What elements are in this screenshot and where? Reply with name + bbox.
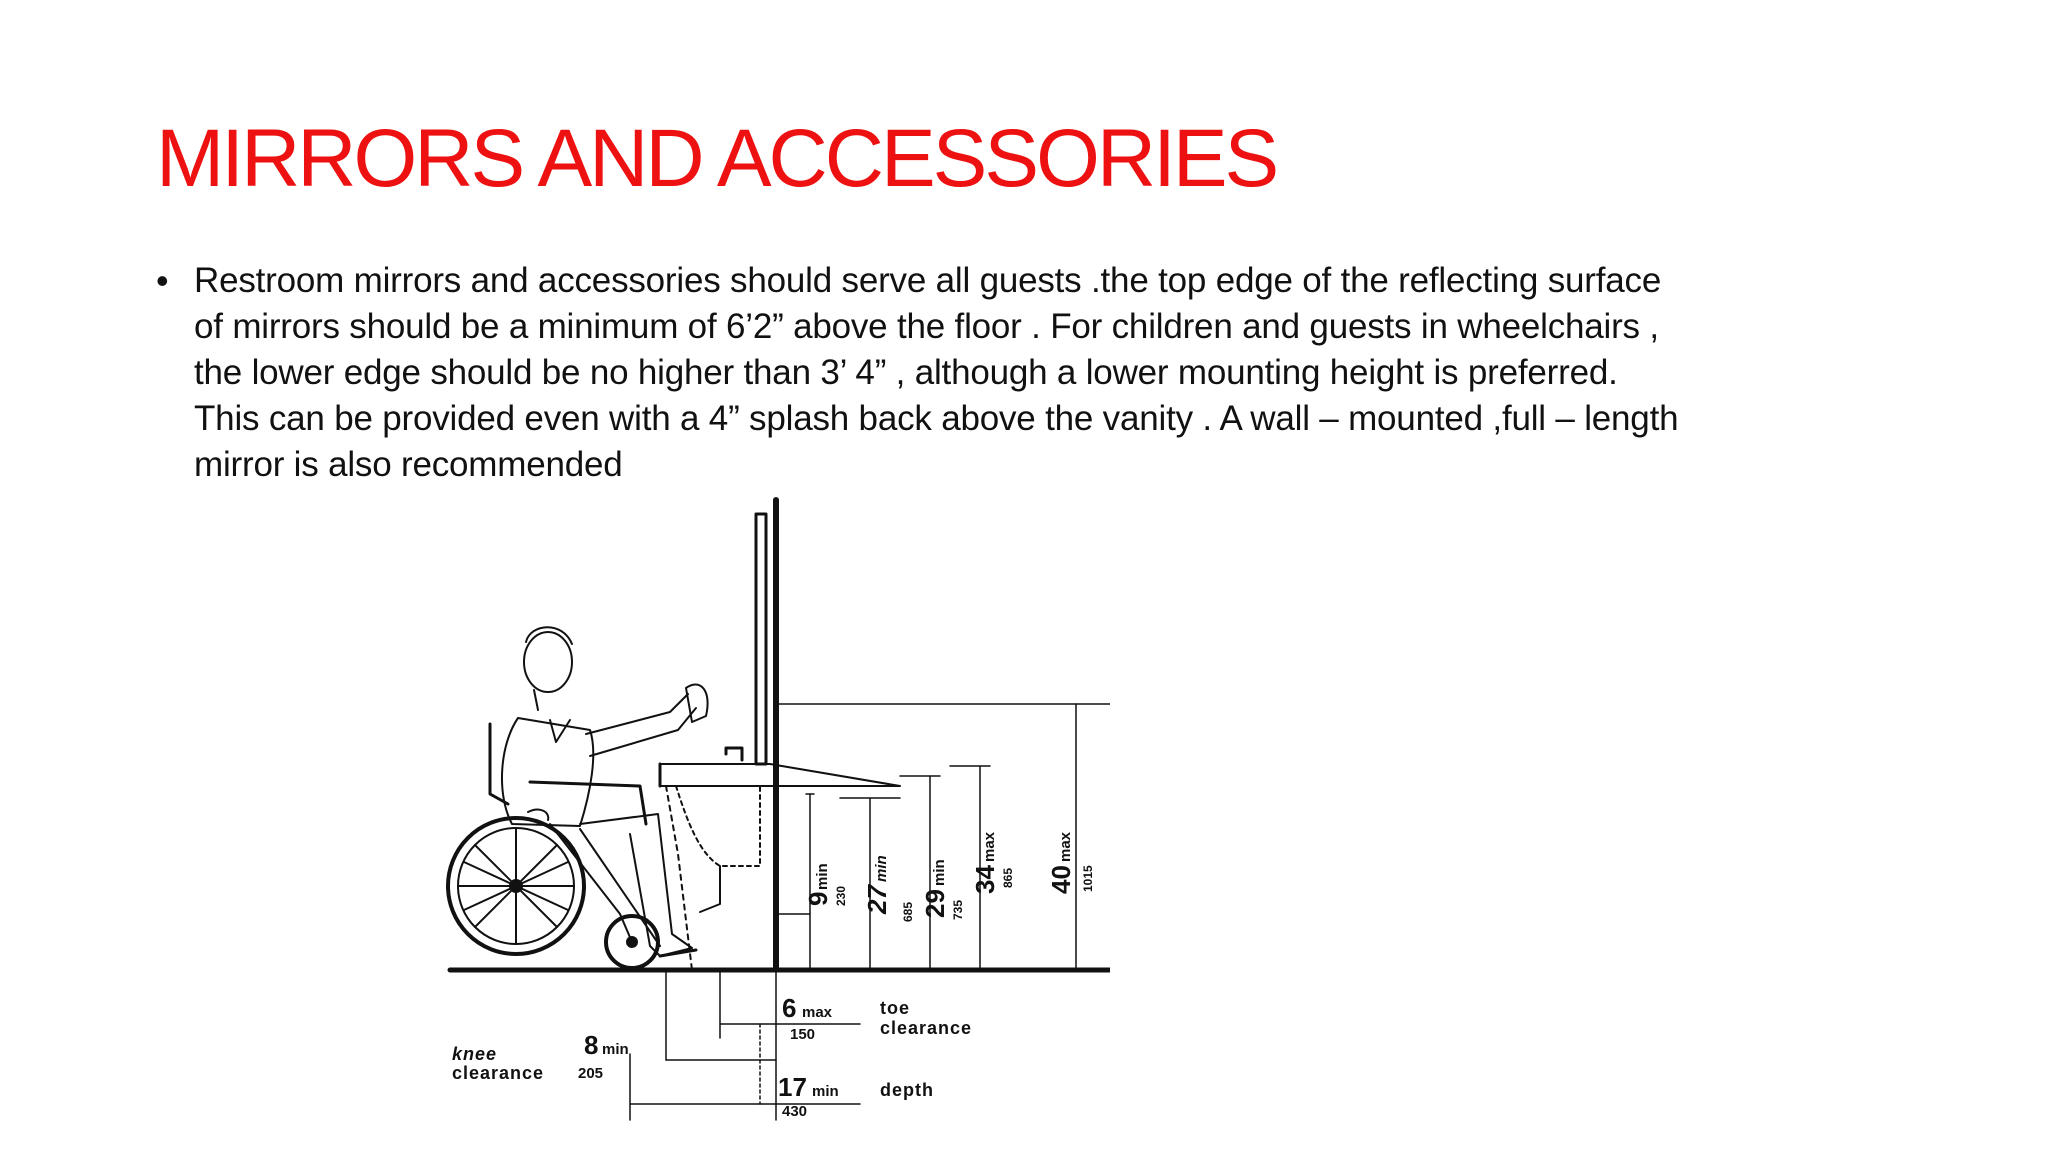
- depth-metric: 430: [782, 1103, 808, 1120]
- bullet-text-line: This can be provided even with a 4” splash back above the vanity . A wall – mounted ,full – length: [194, 399, 1679, 438]
- person-head: [524, 632, 572, 692]
- dim-34: [970, 831, 1015, 894]
- bullet-text-line: Restroom mirrors and accessories should serve all guests .the top edge of the reflecting surface: [194, 261, 1662, 300]
- person-torso: [502, 718, 593, 826]
- apron-outline: [666, 786, 692, 970]
- bullet-text-line: of mirrors should be a minimum of 6’2” above the floor . For children and guests in wheelchairs ,: [194, 307, 1659, 346]
- toe-qualifier: max: [802, 1004, 833, 1021]
- dim-9-value: 9: [803, 891, 833, 906]
- toe-label-2: clearance: [880, 1018, 973, 1038]
- bullet-text-line: mirror is also recommended: [194, 445, 623, 484]
- wheelchair-frame: [550, 824, 632, 942]
- bullet-list: [156, 258, 1996, 488]
- wheelchair-footrest: [580, 829, 660, 946]
- knee-label-2: clearance: [452, 1063, 545, 1083]
- toe-metric: 150: [790, 1026, 816, 1043]
- depth-dim: [778, 1072, 934, 1120]
- depth-value: 17: [778, 1072, 807, 1102]
- dim-27-qualifier: min: [873, 855, 890, 882]
- wheel-hub: [510, 880, 522, 892]
- dim-9-metric: 230: [834, 885, 848, 906]
- knee-value: 8: [584, 1030, 599, 1060]
- depth-qualifier: min: [812, 1083, 839, 1100]
- dim-29-metric: 735: [951, 899, 965, 920]
- slide-title: MIRRORS AND ACCESSORIES: [156, 113, 1277, 204]
- person-arm-lower: [590, 708, 696, 756]
- knee-clearance-dim: [452, 1030, 629, 1083]
- dim-27-metric: 685: [901, 901, 915, 922]
- dim-29-value: 29: [920, 889, 950, 918]
- vanity-counter: [660, 764, 900, 786]
- knee-metric: 205: [578, 1065, 604, 1082]
- depth-label: depth: [880, 1080, 934, 1100]
- diagram-svg: [430, 494, 1110, 1126]
- person-arm-upper: [586, 694, 688, 734]
- dim-40: [1046, 831, 1095, 894]
- toe-value: 6: [782, 993, 797, 1023]
- bullet-dot: •: [156, 260, 169, 301]
- toe-clearance-dim: [782, 993, 972, 1043]
- dim-27-value: 27: [862, 885, 892, 914]
- wheelchair-vanity-diagram: [430, 494, 1110, 1126]
- dim-34-qualifier: max: [981, 831, 998, 862]
- dim-29: [920, 859, 965, 920]
- dim-9-qualifier: min: [814, 863, 831, 890]
- wheelchair-backrest: [490, 724, 508, 804]
- dim-40-value: 40: [1046, 865, 1076, 894]
- dim-40-metric: 1015: [1081, 865, 1095, 892]
- mirror: [756, 514, 766, 764]
- drain-pipe: [700, 866, 720, 912]
- knee-label-1: knee: [452, 1044, 498, 1064]
- dim-29-qualifier: min: [931, 859, 948, 886]
- dim-34-metric: 865: [1001, 867, 1015, 888]
- bullet-item: [156, 258, 1996, 488]
- dim-40-qualifier: max: [1057, 831, 1074, 862]
- dim-34-value: 34: [970, 865, 1000, 894]
- person-neck: [534, 690, 538, 710]
- bullet-text-line: the lower edge should be no higher than 3’ 4” , although a lower mounting height is preferred.: [194, 353, 1618, 392]
- knee-qualifier: min: [602, 1041, 629, 1058]
- basin-underside: [676, 786, 760, 866]
- toe-label-1: toe: [880, 998, 910, 1018]
- faucet: [726, 748, 742, 760]
